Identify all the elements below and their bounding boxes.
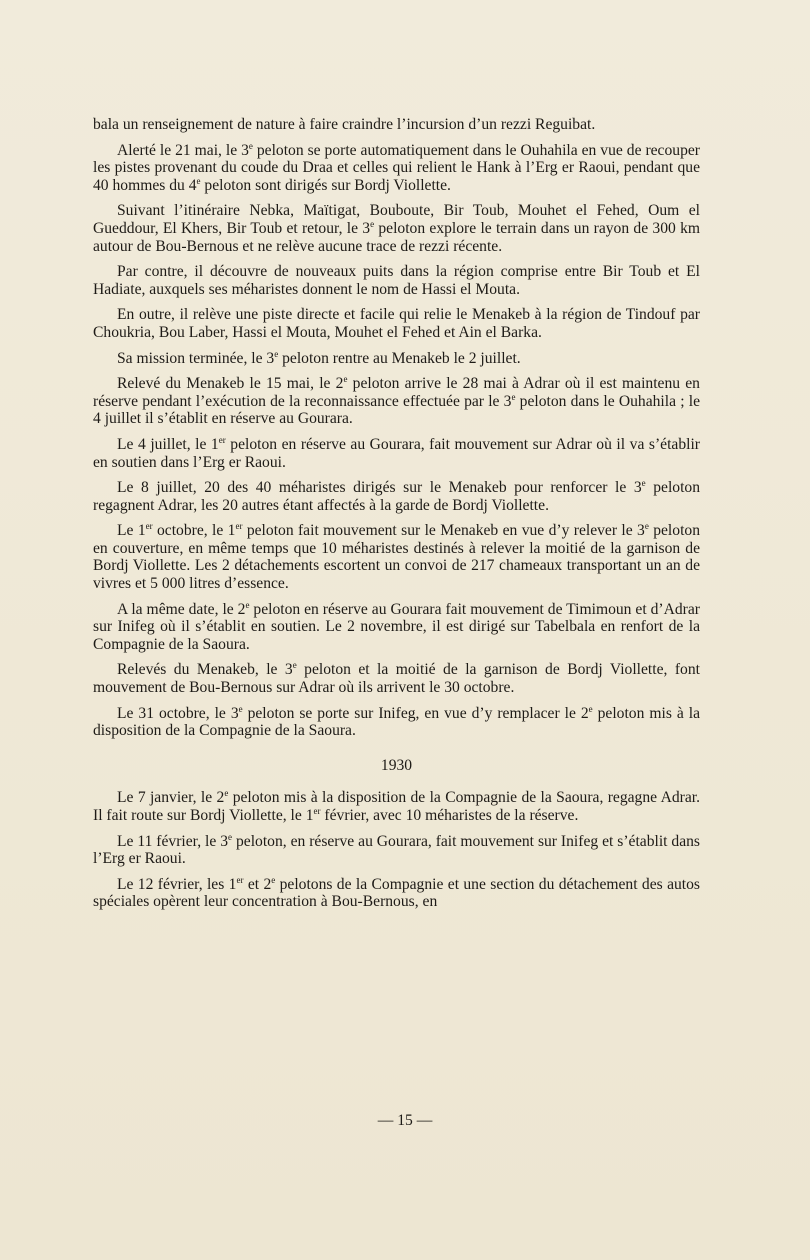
paragraph: Le 1er octobre, le 1er peloton fait mouvement sur le Menakeb en vue d’y relever le 3e peloton en couverture, en même temps que 10 méharistes destinés à relever la moitié de la garnison de Bordj Viollette. Les 2 détachements escortent un convoi de 217 chameaux transportant un an de vivres et 5 000 litres d’essence. [93, 521, 700, 593]
paragraph: Le 31 octobre, le 3e peloton se porte sur Inifeg, en vue d’y remplacer le 2e peloton mis à la disposition de la Compagnie de la Saoura. [93, 703, 701, 740]
paragraph: Le 7 janvier, le 2e peloton mis à la disposition de la Compagnie de la Saoura, regagne Adrar. Il fait route sur Bordj Viollette, le 1er février, avec 10 méharistes de la réserve. [93, 788, 700, 824]
body-text [93, 116, 700, 919]
paragraph: bala un renseignement de nature à faire craindre l’incursion d’un rezzi Reguibat. [93, 116, 596, 133]
paragraph: Par contre, il découvre de nouveaux puits dans la région comprise entre Bir Toub et El Hadiate, auxquels ses méharistes donnent le nom de Hassi el Mouta. [93, 263, 700, 298]
paragraph: Relevé du Menakeb le 15 mai, le 2e peloton arrive le 28 mai à Adrar où il est maintenu en réserve pendant l’exécution de la reconnaissance effectuée par le 3e peloton dans le Ouhahila ; le 4 juillet il s’établit en réserve au Gourara. [93, 374, 700, 428]
paragraph: A la même date, le 2e peloton en réserve au Gourara fait mouvement de Timimoun et d’Adrar sur Inifeg où il s’établit en soutien. Le 2 novembre, il est dirigé sur Tabelbala en renfort de la Compagnie de la Saoura. [93, 599, 700, 653]
paragraph: Relevés du Menakeb, le 3e peloton et la moitié de la garnison de Bordj Viollette, font mouvement de Bou-Bernous sur Adrar où ils arrivent le 30 octobre. [93, 660, 700, 697]
paragraph: Le 11 février, le 3e peloton, en réserve au Gourara, fait mouvement sur Inifeg et s’établit dans l’Erg er Raoui. [93, 831, 700, 868]
paragraphs-after-heading [93, 789, 700, 911]
paragraph: Suivant l’itinéraire Nebka, Maïtigat, Bouboute, Bir Toub, Mouhet el Fehed, Oum el Gueddour, El Khers, Bir Toub et retour, le 3e peloton explore le terrain dans un rayon de 300 km autour de Bou-Bernous et ne relève aucune trace de rezzi récente. [93, 202, 700, 255]
page-number: — 15 — [377, 1112, 433, 1129]
paragraphs-before-heading [93, 116, 700, 740]
paragraph: Le 4 juillet, le 1er peloton en réserve au Gourara, fait mouvement sur Adrar où il va s’établir en soutien dans l’Erg er Raoui. [93, 434, 700, 471]
paragraph: En outre, il relève une piste directe et facile qui relie le Menakeb à la région de Tindouf par Choukria, Bou Laber, Hassi el Mouta, Mouhet el Fehed et Ain el Barka. [93, 306, 700, 341]
paragraph: Sa mission terminée, le 3e peloton rentre au Menakeb le 2 juillet. [117, 348, 521, 367]
paragraph: Alerté le 21 mai, le 3e peloton se porte automatiquement dans le Ouhahila en vue de recouper les pistes provenant du coude du Draa et celles qui relient le Hank à l’Erg er Raoui, pendant que 40 hommes du 4e peloton sont dirigés sur Bordj Viollette. [93, 140, 700, 194]
year-heading: 1930 [380, 756, 413, 774]
paragraph: Le 12 février, les 1er et 2e pelotons de la Compagnie et une section du détachement des autos spéciales opèrent leur concentration à Bou-Bernous, en [93, 874, 700, 911]
paragraph: Le 8 juillet, 20 des 40 méharistes dirigés sur le Menakeb pour renforcer le 3e peloton regagnent Adrar, les 20 autres étant affectés à la garde de Bordj Viollette. [93, 478, 700, 514]
